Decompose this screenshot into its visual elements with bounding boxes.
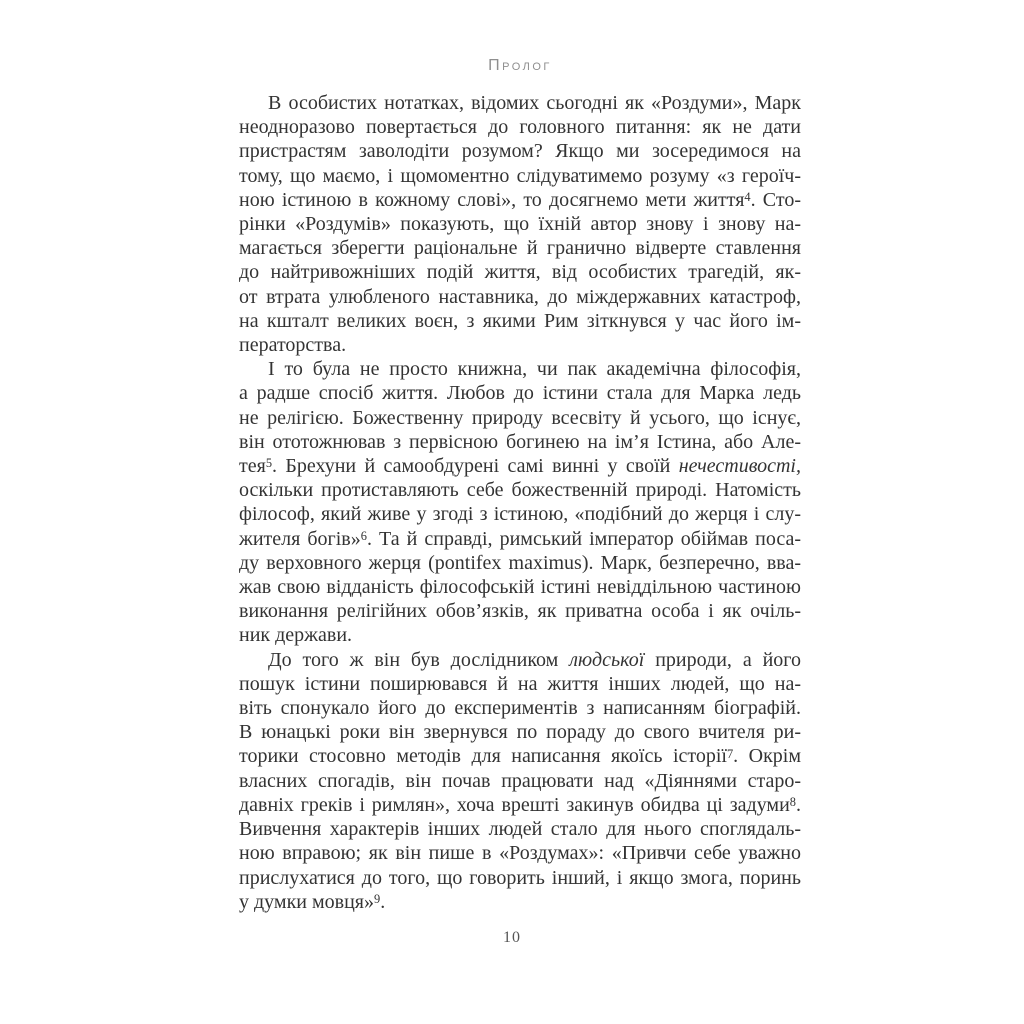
text-run: власних спогадів, він почав працювати над «Діяннями старо- — [239, 769, 801, 792]
footnote-reference: 4 — [744, 190, 751, 205]
text-run: віть спонукало його до експериментів з написанням біографій. — [239, 697, 801, 720]
footnote-reference: 9 — [374, 892, 381, 906]
text-run: оскільки протиставляють себе божественній природі. Натомість — [239, 479, 801, 502]
text-line — [239, 890, 801, 914]
text-line — [239, 551, 801, 575]
text-run: ду верховного жерця (pontifex maximus). Марк, безперечно, вва- — [239, 551, 801, 574]
text-line — [239, 309, 801, 333]
text-line — [239, 188, 801, 212]
text-run: а радше спосіб життя. Любов до істини стала для Марка ледь — [239, 382, 801, 405]
text-line — [239, 406, 801, 430]
text-line — [239, 333, 801, 357]
text-line — [239, 115, 801, 139]
text-run: . Окрім — [733, 745, 801, 768]
text-line — [239, 260, 801, 284]
text-line — [239, 672, 801, 696]
text-run: до найтривожніших подій життя, від особистих трагедій, як- — [239, 261, 801, 284]
text-run: неодноразово повертається до головного питання: як не дати — [239, 116, 801, 139]
text-run: І то була не просто книжна, чи пак академічна філософія, — [268, 358, 801, 381]
text-line — [239, 139, 801, 163]
text-block — [239, 91, 801, 914]
text-run: пошук істини поширювався й на життя інших людей, що на- — [239, 672, 801, 695]
text-run: тому, що маємо, і щомоментно слідуватимемо розуму «з героїч- — [239, 164, 801, 187]
text-line — [239, 817, 801, 841]
text-run: . Брехуни й самообдурені самі винні у своїй — [272, 455, 679, 478]
text-run: от втрата улюбленого наставника, до міждержавних катастроф, — [239, 285, 801, 308]
text-run: жителя богів» — [239, 527, 361, 550]
text-run: виконання релігійних обов’язків, як приватна особа і як очіль- — [239, 600, 801, 623]
text-run: у думки мовця» — [239, 890, 374, 913]
text-line — [239, 648, 801, 672]
text-line — [239, 866, 801, 890]
page-number: 10 — [503, 929, 521, 946]
text-line — [239, 575, 801, 599]
paragraph — [239, 357, 801, 647]
text-run: ною істиною в кожному слові», то досягнемо мети життя — [239, 188, 745, 211]
text-run: магається зберегти раціональне й гранично відверте ставлення — [239, 237, 801, 260]
text-line — [239, 357, 801, 381]
text-run: прислухатися до того, що говорить інший, і якщо змога, поринь — [239, 866, 801, 889]
text-run: філософ, який живе у згоді з істиною, «подібний до жерця і слу- — [239, 503, 801, 526]
text-line — [239, 696, 801, 720]
text-run: ною вправою; як він пише в «Роздумах»: «Привчи себе уважно — [239, 842, 801, 865]
text-run: торики стосовно методів для написання якоїсь історії — [239, 745, 727, 768]
text-run: Вивчення характерів інших людей стало для нього споглядаль- — [239, 818, 801, 841]
footnote-reference: 8 — [789, 795, 796, 810]
italic-text: людської — [569, 648, 645, 671]
footnote-reference: 5 — [265, 456, 273, 471]
text-line — [239, 599, 801, 623]
text-line — [239, 478, 801, 502]
text-run: . Та й справді, римський імператор обіймав поса- — [366, 527, 801, 550]
text-run: тея — [239, 455, 266, 478]
text-line — [239, 212, 801, 236]
paragraph — [239, 91, 801, 357]
text-line — [239, 502, 801, 526]
text-line — [239, 91, 801, 115]
text-run: пристрастям заволодіти розумом? Якщо ми зосередимося на — [239, 140, 801, 163]
text-run: давніх греків і римлян», хоча врешті закинув обидва ці задуми — [239, 793, 790, 816]
text-line — [239, 236, 801, 260]
text-run: . Сто- — [750, 188, 802, 211]
text-run: рінки «Роздумів» показують, що їхній автор знову і знову на- — [239, 213, 801, 236]
text-run: природи, а його — [644, 648, 801, 671]
text-run: він ототожнював з первісною богинею на ім’я Істина, або Але- — [239, 430, 801, 453]
text-line — [239, 769, 801, 793]
text-run: До того ж він був дослідником — [268, 648, 570, 671]
text-line — [239, 527, 801, 551]
text-line — [239, 454, 801, 478]
text-run: не релігією. Божественну природу всесвіту й усього, що існує, — [239, 406, 801, 429]
text-run: . — [380, 890, 386, 913]
text-line — [239, 381, 801, 405]
text-run: В юнацькі роки він звернувся по пораду до свого вчителя ри- — [239, 721, 801, 744]
text-line — [239, 164, 801, 188]
paragraph — [239, 648, 801, 914]
text-line — [239, 793, 801, 817]
text-line — [239, 285, 801, 309]
footnote-reference: 6 — [360, 528, 367, 543]
running-header: Пролог — [488, 57, 552, 74]
text-line — [239, 744, 801, 768]
text-run: на кшталт великих воєн, з якими Рим зіткнувся у час його ім- — [239, 309, 801, 332]
text-line — [239, 720, 801, 744]
text-run: В особистих нотатках, відомих сьогодні як «Роздуми», Марк — [268, 92, 801, 114]
footnote-reference: 7 — [726, 746, 734, 761]
text-run: ператорства. — [239, 334, 347, 357]
text-line — [239, 430, 801, 454]
italic-text: нечестивості, — [678, 455, 801, 478]
text-run: . — [796, 793, 801, 816]
text-line — [239, 623, 801, 647]
text-run: ник держави. — [239, 624, 353, 647]
text-line — [239, 841, 801, 865]
text-run: жав свою відданість філософській істині невіддільною частиною — [239, 576, 801, 599]
